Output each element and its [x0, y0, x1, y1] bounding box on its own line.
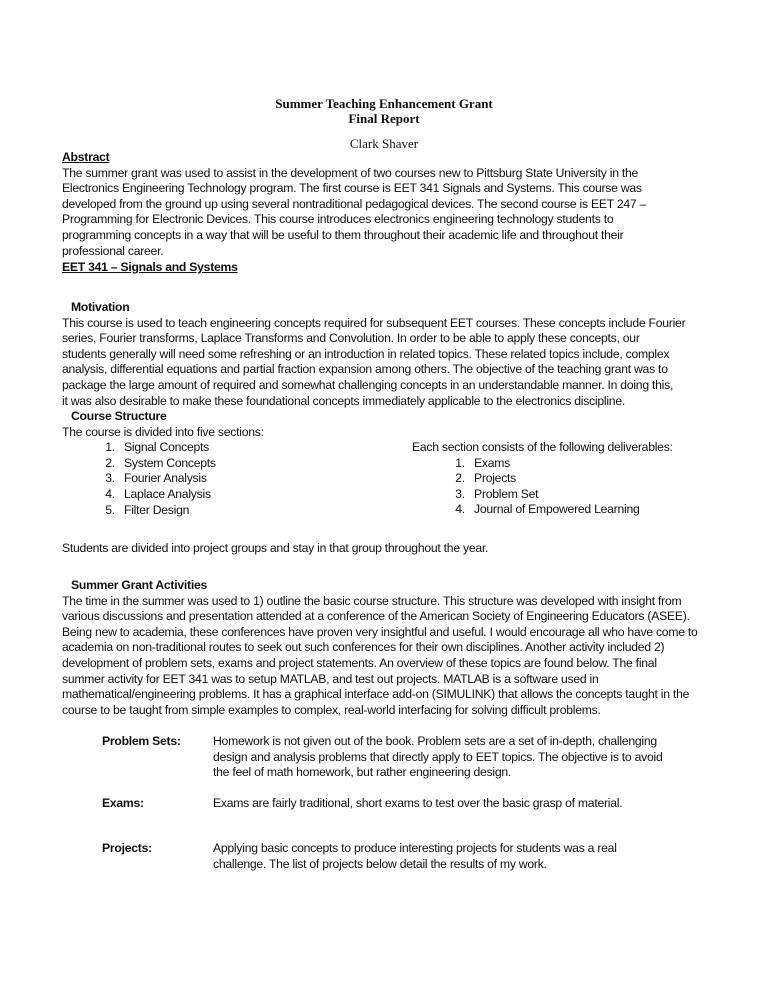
text-line: it was also desirable to make these foundational concepts immediately applicable to the electronics discipline.	[62, 393, 625, 408]
text-line: The summer grant was used to assist in the development of two courses new to Pittsburg State University in the	[62, 165, 639, 180]
list-item: 2. Projects	[468, 471, 673, 487]
motivation-text	[62, 316, 685, 410]
deliverables-list	[412, 456, 673, 518]
text-line: programming concepts in a way that will be useful to them throughout their academic life and throughout their	[62, 227, 624, 242]
activities-section	[62, 578, 698, 718]
text-line: development of problem sets, exams and project statements. An overview of these topics are found below. The final	[62, 655, 657, 670]
text-line: Programming for Electronic Devices. This course introduces electronics engineering technology students to	[62, 212, 614, 227]
text-line: design and analysis problems that directly apply to EET topics. The objective is to avoid	[213, 749, 663, 764]
section-heading: EET 341 – Signals and Systems	[62, 260, 238, 274]
list-item: 2. System Concepts	[118, 456, 264, 472]
text-line: Being new to academia, these conferences have proven very insightful and useful. I would encourage all who have come to	[62, 624, 698, 639]
sections-list	[62, 440, 264, 518]
text-line: challenge. The list of projects below detail the results of my work.	[213, 856, 547, 871]
item-label: Projects:	[102, 841, 152, 855]
abstract-heading: Abstract	[62, 150, 110, 164]
document-subtitle: Final Report	[348, 111, 420, 126]
sections-intro: The course is divided into five sections:	[62, 424, 264, 439]
item-text	[213, 796, 622, 812]
item-label: Exams:	[102, 796, 144, 810]
item-problem-sets	[102, 734, 662, 781]
item-label: Problem Sets:	[102, 734, 181, 748]
list-item: 3. Problem Set	[468, 487, 673, 503]
text-line: academia on non-traditional routes to seek out such conferences for their own disciplines. Another activity included 2)	[62, 640, 665, 655]
text-line: The time in the summer was used to 1) outline the basic course structure. This structure was developed with insight from	[62, 593, 682, 608]
item-exams	[102, 796, 622, 812]
text-line: summer activity for EET 341 was to setup MATLAB, and test out projects. MATLAB is a software used in	[62, 671, 599, 686]
text-line: package the large amount of required and somewhat challenging concepts in an understandable manner. In doing this,	[62, 377, 674, 392]
abstract-section	[62, 150, 646, 259]
text-line: course to be taught from simple examples to complex, real-world interfacing for solving difficult problems.	[62, 702, 601, 717]
document-title: Summer Teaching Enhancement Grant	[275, 96, 493, 111]
course-structure-heading: Course Structure	[71, 409, 167, 423]
text-line: Exams are fairly traditional, short exams to test over the basic grasp of material.	[213, 796, 623, 810]
list-item: 1. Signal Concepts	[118, 440, 264, 456]
deliverables-block	[412, 440, 673, 518]
author: Clark Shaver	[349, 136, 419, 151]
list-item: 3. Fourier Analysis	[118, 471, 264, 487]
list-item: 4. Laplace Analysis	[118, 487, 264, 503]
text-line: various discussions and presentation attended at a conference of the American Society of Engineering Educators (ASEE).	[62, 609, 690, 624]
list-item: 1. Exams	[468, 456, 673, 472]
activities-heading: Summer Grant Activities	[71, 578, 208, 592]
item-text	[213, 841, 617, 872]
abstract-text	[62, 166, 646, 260]
course-structure-section	[62, 409, 264, 518]
text-line: Applying basic concepts to produce interesting projects for students was a real	[213, 841, 617, 855]
motivation-section	[62, 300, 685, 409]
groups-note: Students are divided into project groups and stay in that group throughout the year.	[62, 541, 489, 555]
activities-text	[62, 594, 698, 719]
list-item: 4. Journal of Empowered Learning	[468, 502, 673, 518]
text-line: This course is used to teach engineering concepts required for subsequent EET courses. These concepts include Fourier	[62, 315, 686, 330]
text-line: developed from the ground up using several nontraditional pedagogical devices. The second course is EET 247 –	[62, 196, 647, 211]
list-item: 5. Filter Design	[118, 503, 264, 519]
text-line: series, Fourier transforms, Laplace Transforms and Convolution. In order to be able to apply these concepts, our	[62, 331, 640, 346]
motivation-heading: Motivation	[71, 300, 130, 314]
text-line: Homework is not given out of the book. Problem sets are a set of in-depth, challenging	[213, 734, 657, 748]
item-text	[213, 734, 662, 781]
text-line: the feel of math homework, but rather engineering design.	[213, 765, 512, 780]
item-projects	[102, 841, 617, 872]
text-line: professional career.	[62, 243, 164, 258]
text-line: mathematical/engineering problems. It has a graphical interface add-on (SIMULINK) that allows the concepts taught in the	[62, 687, 690, 702]
text-line: students generally will need some refreshing or an introduction in related topics. These related topics include, complex	[62, 346, 670, 361]
deliverables-intro: Each section consists of the following deliverables:	[412, 440, 673, 454]
text-line: Electronics Engineering Technology program. The first course is EET 341 Signals and Systems. This course was	[62, 181, 642, 196]
text-line: analysis, differential equations and partial fraction expansion among others. The objective of the teaching grant was to	[62, 362, 668, 377]
